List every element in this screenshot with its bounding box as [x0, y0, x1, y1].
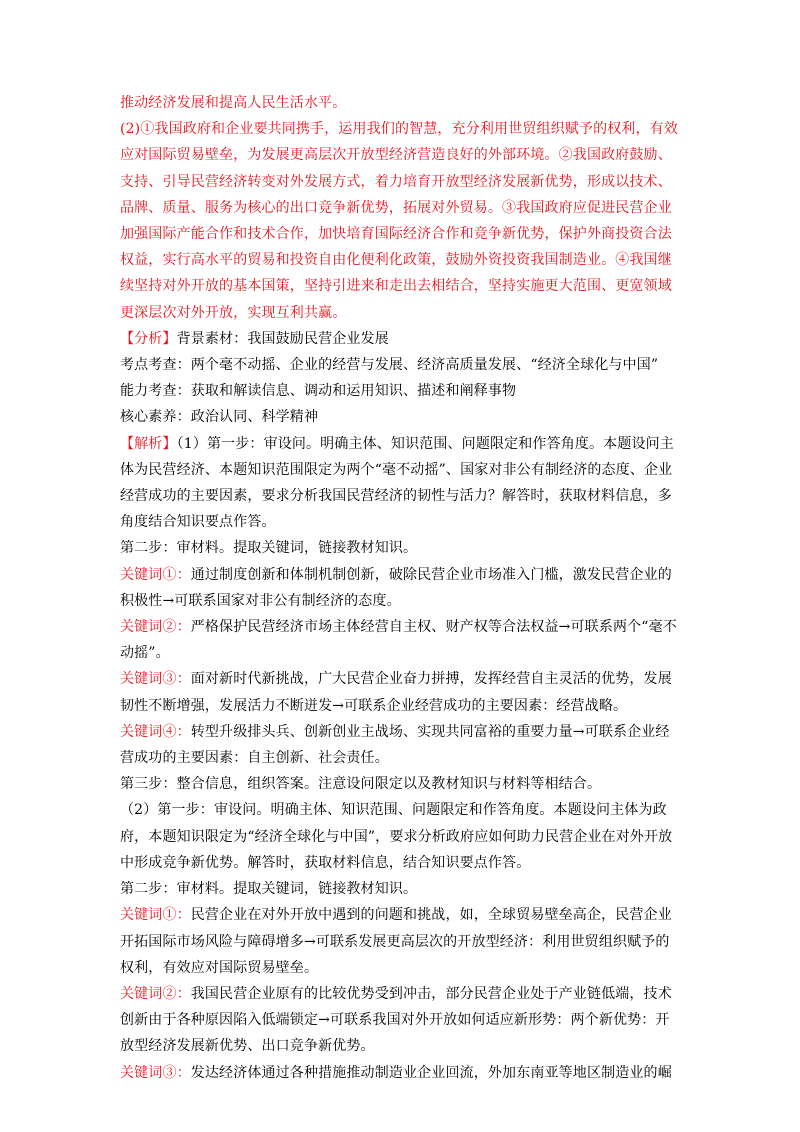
paragraph-lead: 关键词①： [120, 907, 191, 924]
paragraph [120, 535, 682, 561]
paragraph [120, 1060, 682, 1086]
paragraph-text: 第二步：审材料。提取关键词，链接教材知识。 [120, 881, 418, 898]
paragraph-text: 背景素材：我国鼓励民营企业发展 [176, 330, 389, 347]
paragraph-lead: 关键词③： [120, 1064, 191, 1081]
paragraph [120, 90, 682, 116]
paragraph [120, 352, 682, 378]
paragraph [120, 404, 682, 430]
paragraph [120, 981, 682, 1060]
paragraph-lead: 【解析】 [120, 435, 177, 452]
paragraph-lead: 关键词②： [120, 619, 191, 636]
paragraph [120, 614, 682, 666]
paragraph [120, 666, 682, 718]
paragraph [120, 902, 682, 981]
paragraph [120, 719, 682, 771]
paragraph [120, 431, 682, 536]
paragraph-text: 第三步：整合信息，组织答案。注意设问限定以及教材知识与材料等相结合。 [120, 776, 602, 793]
paragraph-text: 核心素养：政治认同、科学精神 [120, 409, 319, 426]
paragraph-lead: 【分析】 [120, 330, 177, 347]
paragraph-text: 转型升级排头兵、创新创业主战场、实现共同富裕的重要力量→可联系企业经营成功的主要因素：自主创新、社会责任。 [120, 723, 670, 767]
paragraph-lead: 关键词②： [120, 985, 191, 1002]
document-body [120, 90, 682, 1086]
paragraph-text: （1）第一步：审设问。明确主体、知识范围、问题限定和作答角度。本题设问主体为民营经济、本题知识范围限定为两个“毫不动摇”、国家对非公有制经济的态度、企业经营成功的主要因素，要求分析我国民营经济的韧性与活力？解答时，获取材料信息，多角度结合知识要点作答。 [120, 435, 674, 531]
paragraph-text: 能力考查：获取和解读信息、调动和运用知识、描述和阐释事物 [120, 383, 517, 400]
paragraph-text: 我国民营企业原有的比较优势受到冲击，部分民营企业处于产业链低端，技术创新由于各种原因陷入低端锁定→可联系我国对外开放如何适应新形势：两个新优势：开放型经济发展新优势、出口竞争新优势。 [120, 985, 672, 1055]
paragraph-text: 民营企业在对外开放中遇到的问题和挑战，如，全球贸易壁垒高企，民营企业开拓国际市场风险与障碍增多→可联系发展更高层次的开放型经济：利用世贸组织赋予的权利，有效应对国际贸易壁垒。 [120, 907, 672, 976]
paragraph [120, 797, 682, 876]
paragraph [120, 876, 682, 902]
paragraph-lead: 关键词③： [120, 671, 191, 688]
paragraph-text: (2)①我国政府和企业要共同携手，运用我们的智慧，充分利用世贸组织赋予的权利，有效应对国际贸易壁垒，为发展更高层次开放型经济营造良好的外部环境。②我国政府鼓励、支持、引导民营经济转变对外发展方式，着力培育开放型经济发展新优势，形成以技术、品牌、质量、服务为核心的出口竞争新优势，拓展对外贸易。③我国政府应促进民营企业加强国际产能合作和技术合作，加快培育国际经济合作和竞争新优势，保护外商投资合法权益，实行高水平的贸易和投资自由化便利化政策，鼓励外资投资我国制造业。④我国继续坚持对外开放的基本国策，坚持引进来和走出去相结合，坚持实施更大范围、更宽领域更深层次对外开放，实现互利共赢。 [120, 121, 678, 321]
paragraph [120, 378, 682, 404]
paragraph [120, 116, 682, 326]
paragraph [120, 326, 682, 352]
paragraph-text: 考点考查：两个毫不动摇、企业的经营与发展、经济高质量发展、“经济全球化与中国” [120, 357, 659, 374]
paragraph [120, 562, 682, 614]
paragraph-text: 发达经济体通过各种措施推动制造业企业回流，外加东南亚等地区制造业的崛 [190, 1064, 672, 1081]
paragraph-text: （2）第一步：审设问。明确主体、知识范围、问题限定和作答角度。本题设问主体为政府，本题知识限定为“经济全球化与中国”，要求分析政府应如何助力民营企业在对外开放中形成竞争新优势。解答时，获取材料信息，结合知识要点作答。 [120, 802, 673, 871]
paragraph-text: 第二步：审材料。提取关键词，链接教材知识。 [120, 540, 418, 557]
paragraph-text: 面对新时代新挑战，广大民营企业奋力拼搏，发挥经营自主灵活的优势，发展韧性不断增强，发展活力不断迸发→可联系企业经营成功的主要因素：经营战略。 [120, 671, 672, 714]
paragraph-lead: 关键词①： [120, 566, 191, 583]
paragraph [120, 771, 682, 797]
paragraph-text: 通过制度创新和体制机制创新，破除民营企业市场准入门槛，激发民营企业的积极性→可联系国家对非公有制经济的态度。 [120, 566, 672, 609]
paragraph-lead: 关键词④： [120, 723, 191, 740]
paragraph-text: 推动经济发展和提高人民生活水平。 [120, 95, 347, 111]
paragraph-text: 严格保护民营经济市场主体经营自主权、财产权等合法权益→可联系两个“毫不动摇”。 [120, 619, 677, 662]
